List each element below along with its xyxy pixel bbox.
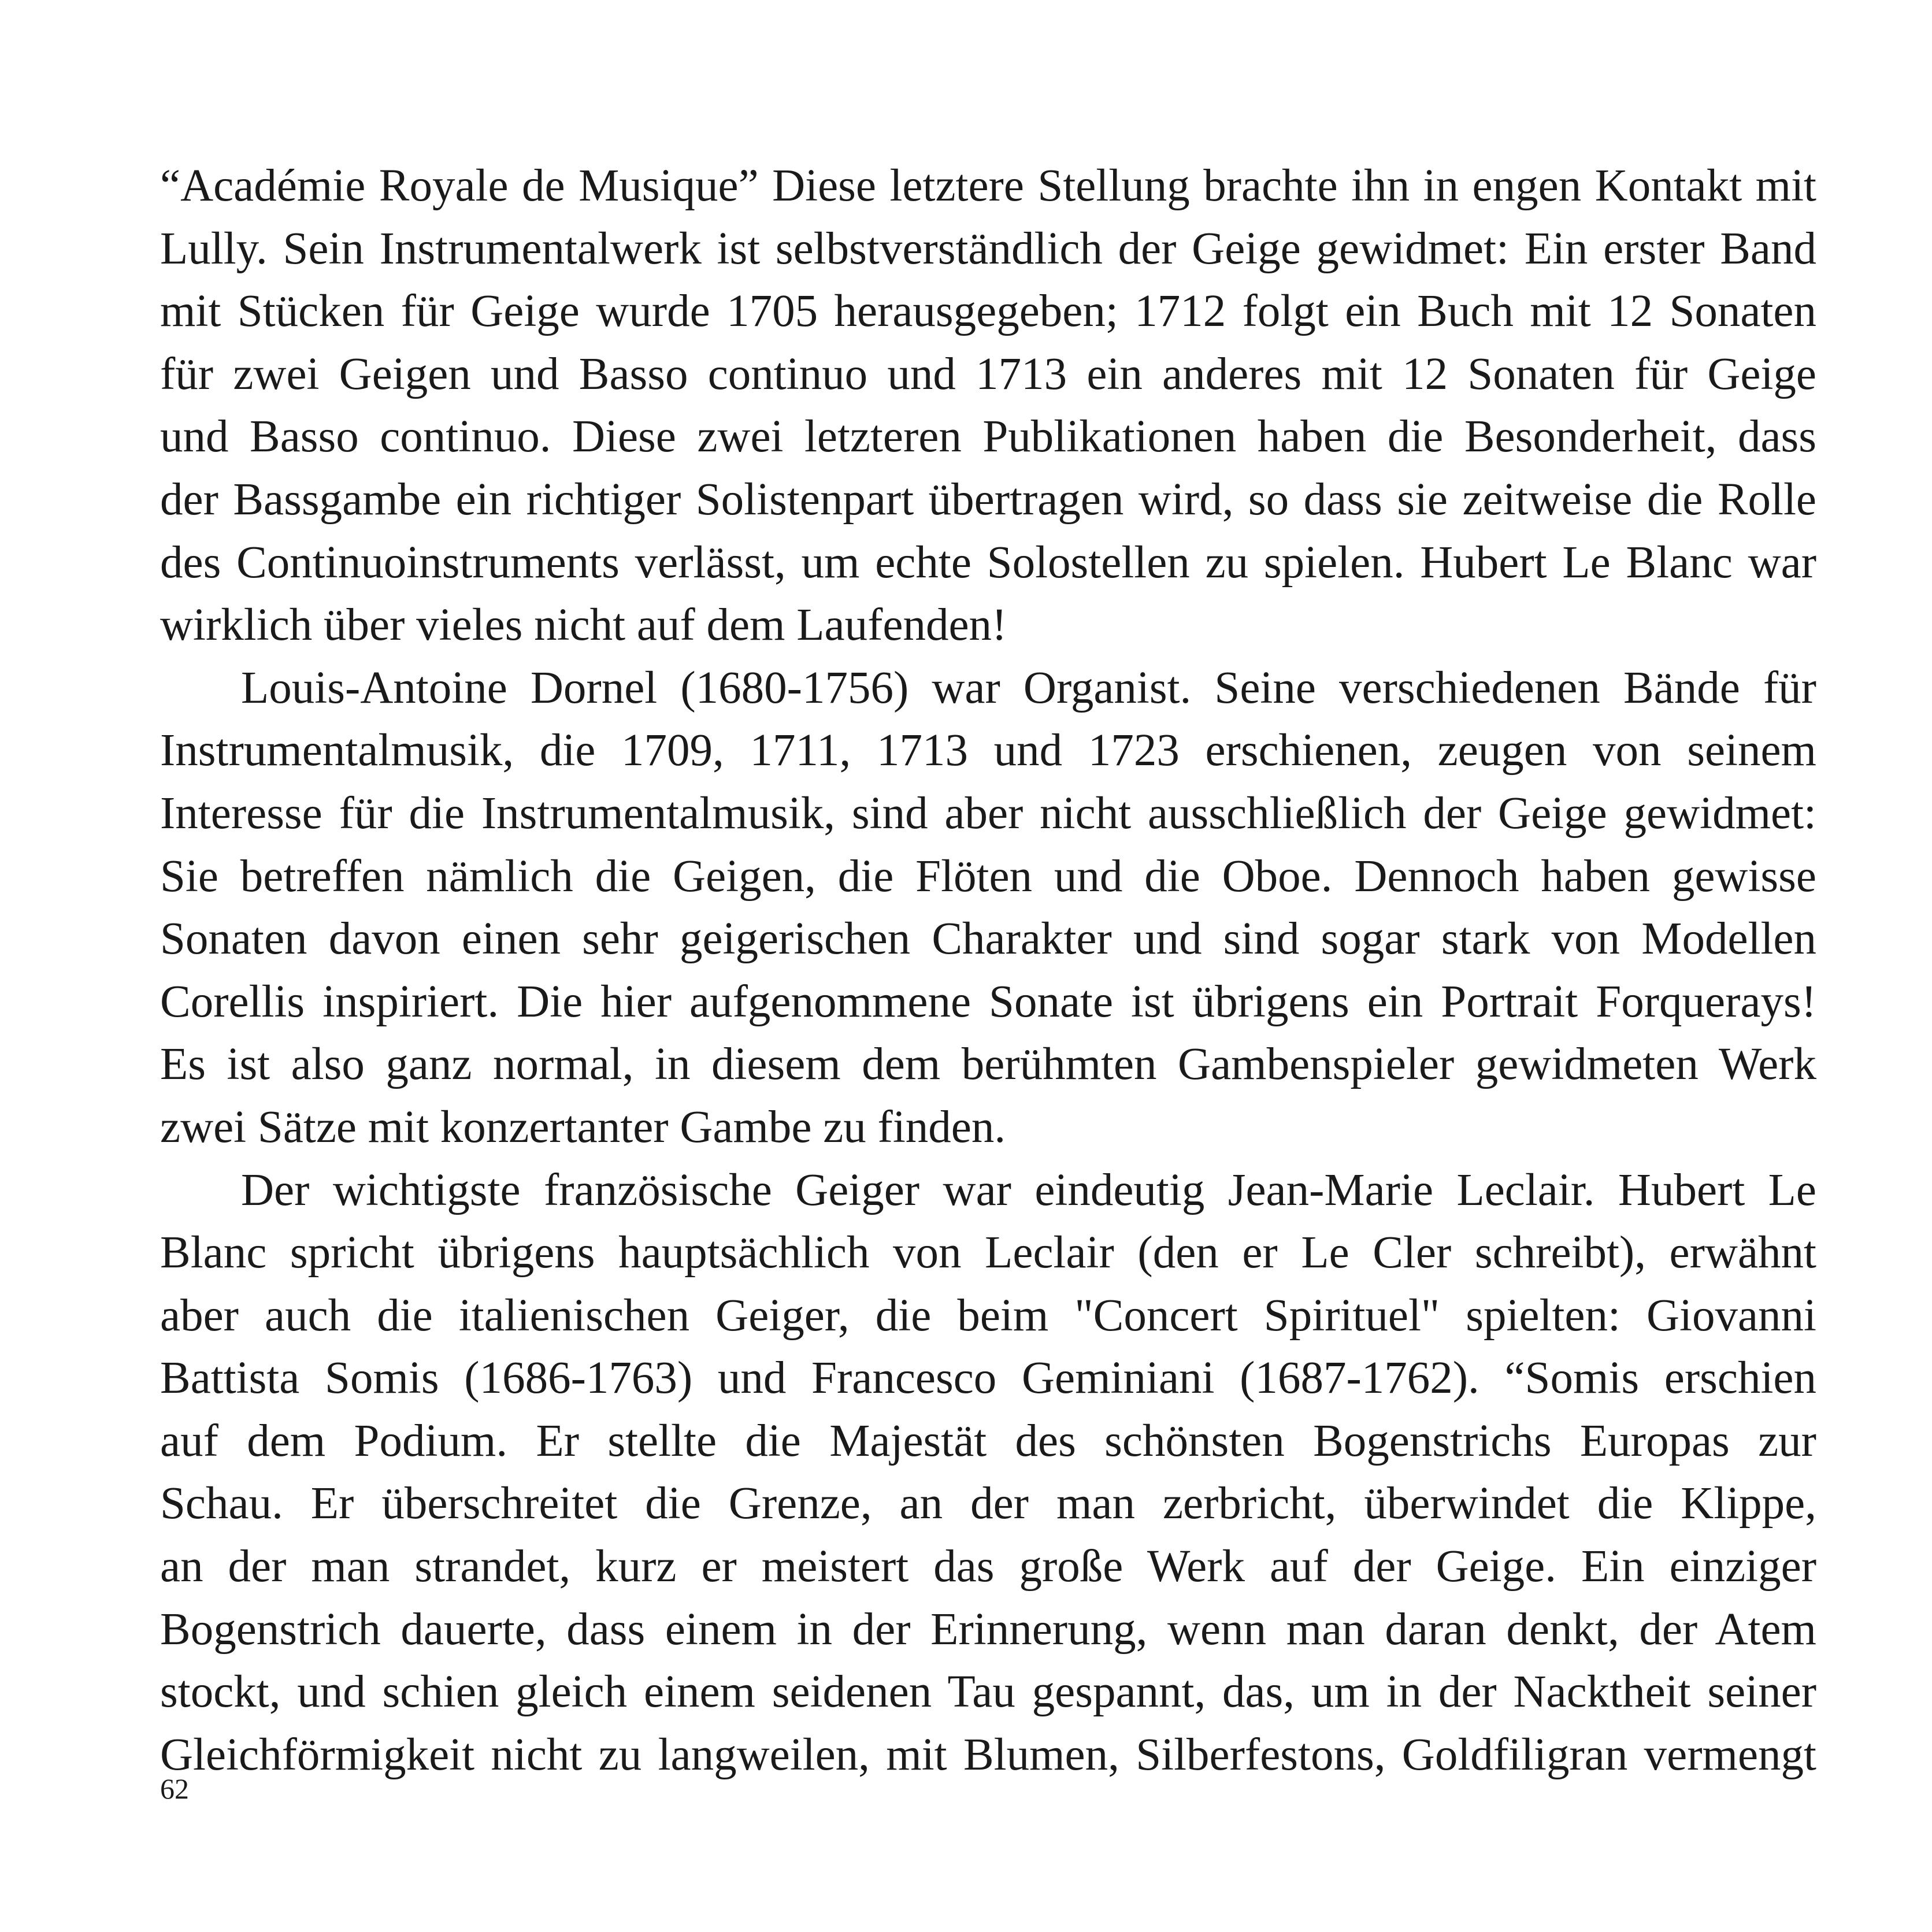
- text-line: stockt, und schien gleich einem seidenen Tau gespannt, das, um in der Nacktheit seiner: [160, 1667, 1816, 1718]
- page-number: 62: [160, 1772, 189, 1805]
- text-line: an der man strandet, kurz er meistert das große Werk auf der Geige. Ein einziger: [160, 1541, 1816, 1592]
- text-line: Es ist also ganz normal, in diesem dem berühmten Gambenspieler gewidmeten Werk: [160, 1039, 1816, 1090]
- text-line: Gleichförmigkeit nicht zu langweilen, mit Blumen, Silberfestons, Goldfiligran vermengt: [160, 1729, 1816, 1780]
- text-line: Louis-Antoine Dornel (1680-1756) war Organist. Seine verschiedenen Bände für: [241, 662, 1816, 713]
- text-line: des Continuoinstruments verlässt, um echte Solostellen zu spielen. Hubert Le Blanc war: [160, 537, 1816, 588]
- text-line: “Académie Royale de Musique” Diese letztere Stellung brachte ihn in engen Kontakt mit: [160, 161, 1816, 211]
- text-line: mit Stücken für Geige wurde 1705 herausgegeben; 1712 folgt ein Buch mit 12 Sonaten: [160, 286, 1816, 337]
- text-line: zwei Sätze mit konzertanter Gambe zu finden.: [160, 1102, 1006, 1152]
- text-line: Lully. Sein Instrumentalwerk ist selbstverständlich der Geige gewidmet: Ein erster Band: [160, 223, 1816, 274]
- paragraph-1: [160, 155, 1816, 657]
- text-line: für zwei Geigen und Basso continuo und 1713 ein anderes mit 12 Sonaten für Geige: [160, 348, 1816, 399]
- text-line: Sonaten davon einen sehr geigerischen Charakter und sind sogar stark von Modellen: [160, 914, 1816, 965]
- paragraph-2: [160, 657, 1816, 1159]
- text-line: Bogenstrich dauerte, dass einem in der Erinnerung, wenn man daran denkt, der Atem: [160, 1604, 1816, 1655]
- text-line: Instrumentalmusik, die 1709, 1711, 1713 und 1723 erschienen, zeugen von seinem: [160, 725, 1816, 776]
- text-line: Battista Somis (1686-1763) und Francesco Geminiani (1687-1762). “Somis erschien: [160, 1353, 1816, 1404]
- text-line: wirklich über vieles nicht auf dem Laufenden!: [160, 600, 1007, 651]
- text-line: Schau. Er überschreitet die Grenze, an der man zerbricht, überwindet die Klippe,: [160, 1478, 1816, 1529]
- text-line: aber auch die italienischen Geiger, die beim "Concert Spirituel" spielten: Giovanni: [160, 1290, 1816, 1341]
- text-line: auf dem Podium. Er stellte die Majestät des schönsten Bogenstrichs Europas zur: [160, 1415, 1816, 1466]
- text-line: der Bassgambe ein richtiger Solistenpart übertragen wird, so dass sie zeitweise die Rolle: [160, 474, 1816, 525]
- text-line: und Basso continuo. Diese zwei letzteren Publikationen haben die Besonderheit, dass: [160, 411, 1816, 462]
- text-line: Interesse für die Instrumentalmusik, sind aber nicht ausschließlich der Geige gewidmet:: [160, 788, 1816, 839]
- paragraph-3: [160, 1159, 1816, 1787]
- body-text: [160, 155, 1816, 1786]
- text-line: Corellis inspiriert. Die hier aufgenommene Sonate ist übrigens ein Portrait Forquerays!: [160, 976, 1816, 1027]
- text-line: Blanc spricht übrigens hauptsächlich von Leclair (den er Le Cler schreibt), erwähnt: [160, 1228, 1816, 1278]
- text-line: Sie betreffen nämlich die Geigen, die Flöten und die Oboe. Dennoch haben gewisse: [160, 851, 1816, 902]
- text-line: Der wichtigste französische Geiger war eindeutig Jean-Marie Leclair. Hubert Le: [241, 1165, 1816, 1215]
